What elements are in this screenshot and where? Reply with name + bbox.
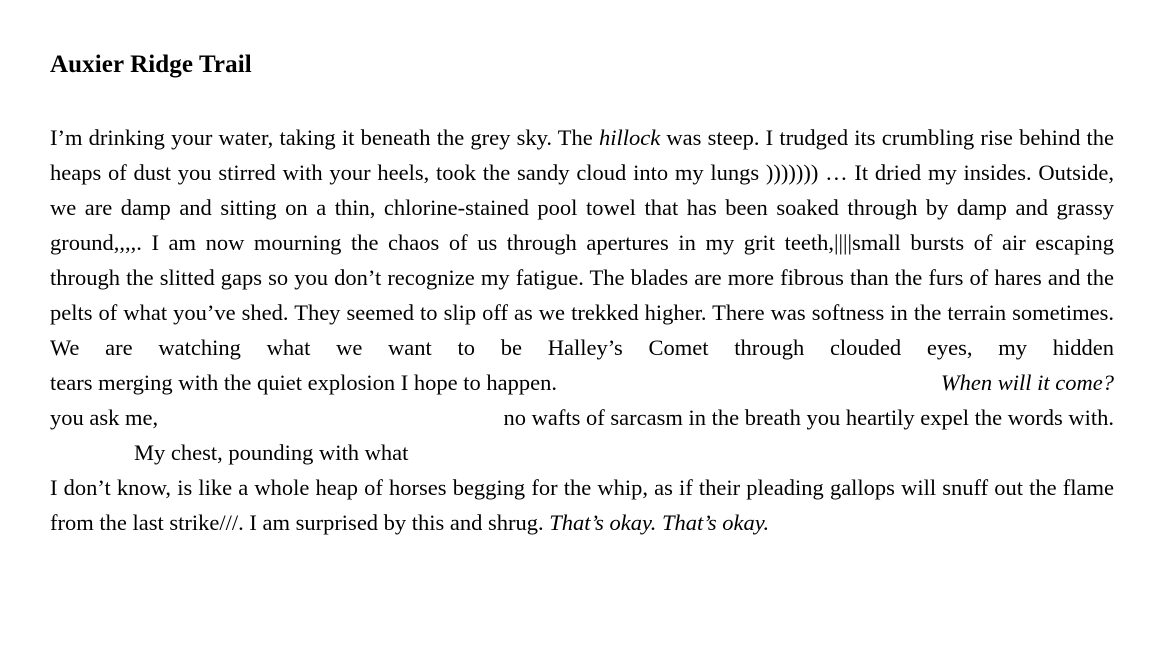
paragraph-opening [50, 120, 1114, 365]
line-tears-left: tears merging with the quiet explosion I hope to happen. [50, 370, 557, 395]
line-tears-merging [50, 365, 1114, 400]
line-my-chest: My chest, pounding with what [134, 440, 409, 465]
document-body [50, 120, 1114, 540]
paragraph-final-text-1: I don’t know, is like a whole heap of horses begging for the whip, as if their pleading gallops will snuff out the flame from the last strike///. I am surprised by this and shrug. [50, 475, 1114, 535]
page-title: Auxier Ridge Trail [50, 51, 252, 78]
paragraph-opening-text-1: I’m drinking your water, taking it beneath the grey sky. The [50, 125, 599, 150]
line-ask-left: you ask me, [50, 405, 159, 430]
emphasis-when-will-it-come: When will it come? [940, 370, 1114, 395]
line-ask-right: no wafts of sarcasm in the breath you heartily expel the words with. [503, 405, 1114, 430]
paragraph-final [50, 470, 1114, 540]
paragraph-opening-text-2: was steep. I trudged its crumbling rise behind the heaps of dust you stirred with your heels, took the sandy cloud into my lungs ))))))) … It dried my insides. Outside, we are damp and sitting on a thin, chlorine-stained pool towel that has been soaked through by damp and grassy ground,,,,. I am now mourning the chaos of us through apertures in my grit teeth,||||small bursts of air escaping through the slitted gaps so you don’t recognize my fatigue. The blades are more fibrous than the furs of hares and the pelts of what you’ve shed. They seemed to slip off as we trekked higher. There was softness in the terrain sometimes. We are watching what we want to be Halley’s Comet through clouded eyes, my hidden [50, 125, 1115, 360]
emphasis-thats-okay: That’s okay. That’s okay. [549, 510, 770, 535]
line-you-ask-me [50, 400, 1114, 435]
emphasis-hillock: hillock [598, 125, 661, 150]
